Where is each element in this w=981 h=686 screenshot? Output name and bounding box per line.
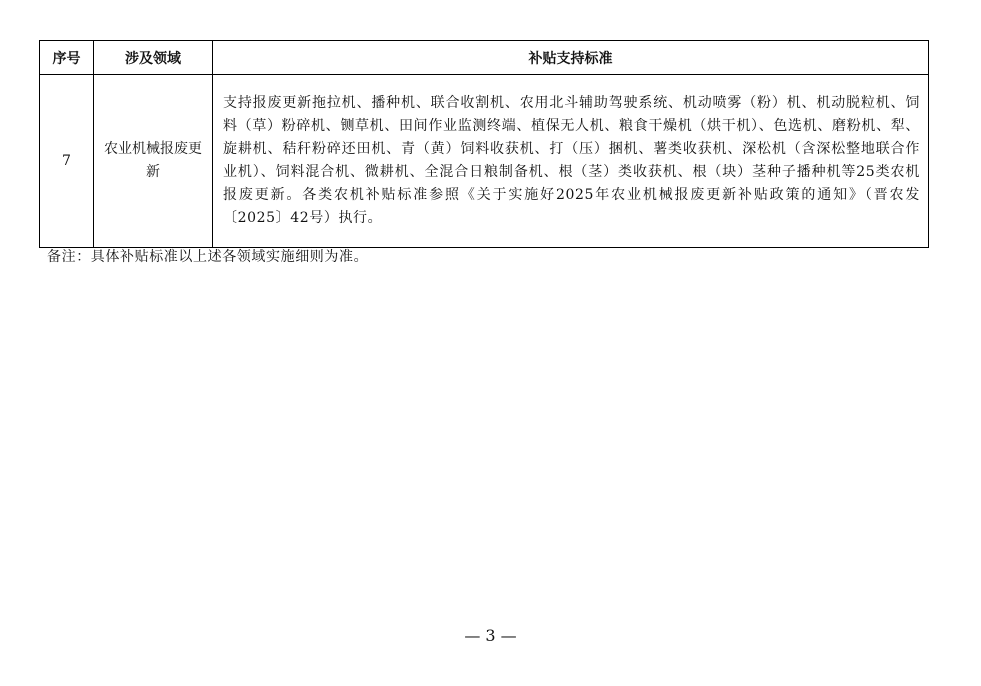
row-index-cell: 7	[40, 75, 94, 248]
subsidy-standards-table	[39, 40, 929, 248]
header-standard: 补贴支持标准	[213, 41, 929, 75]
table-header-row	[40, 41, 929, 75]
table-row	[40, 75, 929, 248]
header-domain: 涉及领域	[94, 41, 213, 75]
remark-note: 备注：具体补贴标准以上述各领域实施细则为准。	[47, 249, 369, 265]
row-domain-cell: 农业机械报废更新	[94, 75, 213, 248]
header-index: 序号	[40, 41, 94, 75]
row-standard-cell: 支持报废更新拖拉机、播种机、联合收割机、农用北斗辅助驾驶系统、机动喷雾（粉）机、机动脱粒机、饲料（草）粉碎机、铡草机、田间作业监测终端、植保无人机、粮食干燥机（烘干机）、色选机、磨粉机、犁、旋耕机、秸秆粉碎还田机、青（黄）饲料收获机、打（压）捆机、薯类收获机、深松机（含深松整地联合作业机）、饲料混合机、微耕机、全混合日粮制备机、根（茎）类收获机、根（块）茎种子播种机等25类农机报废更新。各类农机补贴标准参照《关于实施好2025年农业机械报废更新补贴政策的通知》（晋农发〔2025〕42号）执行。	[213, 75, 929, 248]
page-number: — 3 —	[464, 626, 517, 645]
